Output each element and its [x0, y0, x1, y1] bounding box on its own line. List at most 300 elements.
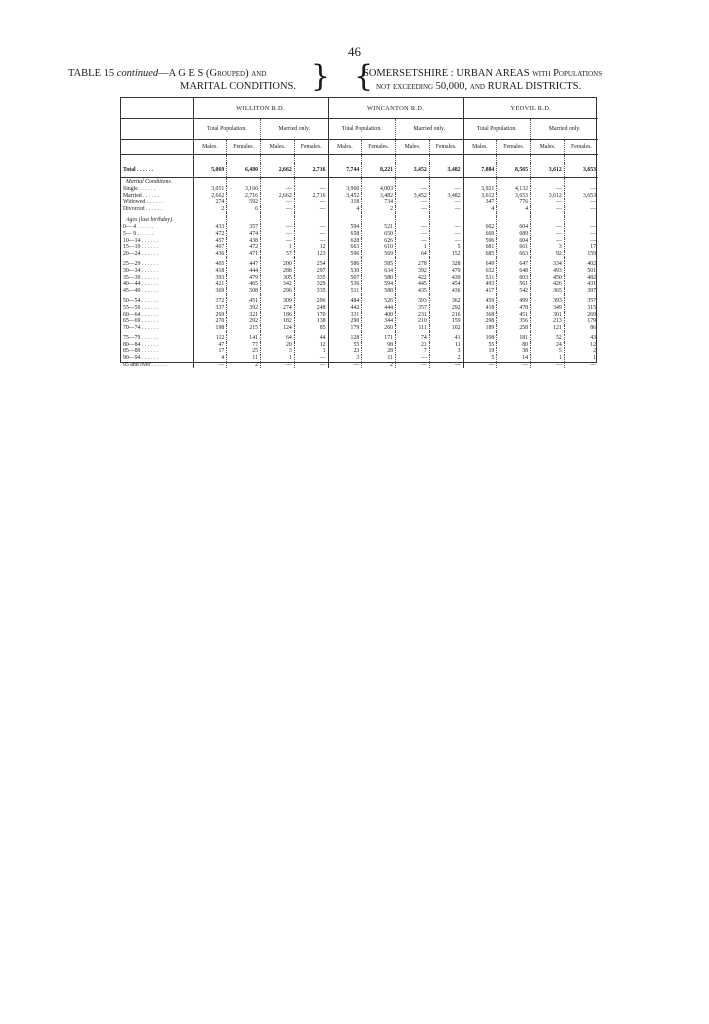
census-table: [121, 98, 598, 368]
table-cell: 2: [429, 355, 463, 362]
row-label: [121, 362, 193, 369]
table-cell: 511: [328, 288, 362, 295]
table-cell: —: [531, 199, 565, 206]
table-cell: 2: [362, 362, 396, 369]
table-cell: 585: [362, 261, 396, 268]
row-label: [121, 244, 193, 251]
brace-right-icon: }: [311, 59, 331, 94]
table-cell: 112: [193, 335, 227, 342]
sub-header: Males.: [463, 140, 497, 155]
table-cell: —: [396, 231, 430, 238]
stub-header: [121, 119, 193, 140]
continued-text: continued: [116, 68, 159, 79]
table-cell: 393: [193, 275, 227, 282]
row-label-text: 0— 4: [123, 224, 137, 231]
table-cell: 3: [531, 244, 565, 251]
sub-header: Males.: [193, 140, 227, 155]
table-cell: 11: [227, 355, 261, 362]
table-cell: 663: [497, 251, 531, 258]
table-cell: 685: [463, 251, 497, 258]
district-header: WINCANTON R.D.: [328, 98, 463, 119]
leader-dots: . . . . . .: [140, 355, 158, 362]
table-row: [121, 238, 598, 245]
table-cell: 141: [227, 335, 261, 342]
table-cell: 344: [362, 318, 396, 325]
table-cell: 7,744: [328, 163, 362, 178]
table-cell: 318: [328, 199, 362, 206]
table-cell: 11: [362, 355, 396, 362]
row-label-text: Divorced: [123, 205, 145, 212]
row-label: [121, 325, 193, 332]
table-cell: —: [294, 224, 328, 231]
row-label-text: 70—74: [123, 324, 141, 331]
table-cell: 92: [531, 251, 565, 258]
table-cell: 4: [328, 206, 362, 213]
table-cell: —: [531, 206, 565, 213]
ages-heading: [121, 216, 598, 224]
sub-header-row: [121, 140, 598, 155]
table-cell: 296: [294, 298, 328, 305]
table-cell: 2: [193, 206, 227, 213]
table-cell: 349: [531, 305, 565, 312]
table-cell: 436: [429, 288, 463, 295]
table-cell: 3,482: [362, 193, 396, 200]
table-cell: 301: [531, 312, 565, 319]
table-cell: 210: [396, 318, 430, 325]
table-cell: 12: [564, 342, 598, 349]
leader-dots: . . . . . .: [140, 267, 158, 274]
table-cell: 25: [227, 348, 261, 355]
table-cell: 418: [463, 305, 497, 312]
table-cell: 57: [261, 251, 295, 258]
table-row: [121, 305, 598, 312]
group-header: Married only.: [396, 119, 464, 140]
leader-dots: . . . . . .: [140, 244, 158, 251]
table-cell: 454: [429, 281, 463, 288]
leader-dots: . . . . . .: [136, 230, 154, 237]
with-populations-text: with Populations: [532, 68, 603, 79]
table-cell: 3,921: [463, 186, 497, 193]
row-label: [121, 186, 193, 193]
table-cell: 4,132: [497, 186, 531, 193]
table-cell: 248: [294, 305, 328, 312]
row-label-text: 95 and over: [123, 361, 151, 368]
ages-heading-label: Ages (last birthday).: [126, 217, 174, 224]
table-cell: 19: [463, 348, 497, 355]
sub-header: Females.: [564, 140, 598, 155]
row-label-text: Married: [123, 192, 142, 199]
table-cell: 3,452: [396, 193, 430, 200]
table-cell: —: [261, 206, 295, 213]
table-cell: 8,565: [497, 163, 531, 178]
row-label-text: 50—54: [123, 298, 141, 305]
table-row: [121, 335, 598, 342]
leader-dots: . . . . . .: [140, 318, 158, 325]
table-cell: 328: [429, 261, 463, 268]
and2-text: and: [469, 81, 485, 92]
table-cell: 450: [531, 275, 565, 282]
table-cell: 200: [261, 261, 295, 268]
table-cell: 356: [497, 318, 531, 325]
district-header: WILLITON R.D.: [193, 98, 328, 119]
table-cell: 661: [497, 244, 531, 251]
page-number: 46: [348, 44, 361, 59]
leader-dots: . . . . . .: [137, 186, 156, 192]
table-cell: 459: [463, 298, 497, 305]
table-row: [121, 312, 598, 319]
table-cell: 3: [328, 355, 362, 362]
table-cell: 260: [362, 325, 396, 332]
table-cell: 298: [463, 318, 497, 325]
table-cell: 368: [463, 312, 497, 319]
ages-text: —A G E S: [158, 68, 204, 79]
table-cell: —: [531, 186, 565, 193]
leader-dots: . . . . . .: [140, 261, 158, 268]
row-label: [121, 305, 193, 312]
leader-dots: . . . . . .: [140, 311, 158, 318]
table-cell: 493: [463, 281, 497, 288]
table-row: [121, 288, 598, 295]
leader-dots: . . . . . .: [140, 287, 158, 294]
table-cell: 2,662: [261, 163, 295, 178]
table-cell: 479: [227, 275, 261, 282]
table-cell: 5: [463, 355, 497, 362]
sub-header: Males.: [396, 140, 430, 155]
table-cell: 6,480: [227, 163, 261, 178]
table-cell: 335: [294, 288, 328, 295]
table-cell: 347: [463, 199, 497, 206]
table-cell: 288: [261, 268, 295, 275]
table-cell: 329: [294, 281, 328, 288]
table-cell: 580: [362, 275, 396, 282]
table-cell: —: [294, 231, 328, 238]
table-cell: 41: [429, 335, 463, 342]
table-cell: —: [564, 186, 598, 193]
row-label: [121, 298, 193, 305]
row-label-text: 35—39: [123, 274, 141, 281]
table-cell: 17: [564, 244, 598, 251]
table-row: [121, 355, 598, 362]
row-label-text: 85—89: [123, 348, 141, 355]
row-label: [121, 199, 193, 206]
table-cell: 536: [328, 281, 362, 288]
table-cell: —: [396, 186, 430, 193]
table-row: [121, 186, 598, 193]
row-label: [121, 251, 193, 258]
table-cell: 38: [497, 348, 531, 355]
table-cell: 421: [193, 281, 227, 288]
row-label: [121, 312, 193, 319]
stub-header: [121, 98, 193, 119]
table-cell: 20: [261, 342, 295, 349]
table-cell: 444: [362, 305, 396, 312]
leader-dots: . . . . . .: [140, 281, 158, 288]
table-cell: 17: [193, 348, 227, 355]
table-cell: —: [564, 206, 598, 213]
table-cell: 499: [497, 298, 531, 305]
table-cell: 472: [227, 244, 261, 251]
table-cell: —: [396, 224, 430, 231]
table-cell: 431: [564, 281, 598, 288]
table-cell: 258: [497, 325, 531, 332]
table-cell: 270: [193, 318, 227, 325]
marital-heading-label: Marital Conditions.: [126, 179, 173, 185]
table-cell: 596: [463, 238, 497, 245]
table-cell: 47: [193, 342, 227, 349]
table-cell: 309: [261, 298, 295, 305]
table-row: [121, 224, 598, 231]
table-cell: 55: [463, 342, 497, 349]
table-cell: 292: [227, 318, 261, 325]
table-row: [121, 275, 598, 282]
table-cell: 170: [294, 312, 328, 319]
table-cell: 451: [497, 312, 531, 319]
row-label-text: Total: [123, 167, 136, 173]
table-cell: 436: [193, 251, 227, 258]
table-cell: —: [396, 206, 430, 213]
table-cell: 392: [227, 305, 261, 312]
table-cell: 121: [531, 325, 565, 332]
table-cell: —: [261, 362, 295, 369]
table-cell: 369: [193, 288, 227, 295]
table-cell: —: [429, 224, 463, 231]
table-cell: 689: [497, 231, 531, 238]
table-cell: —: [531, 224, 565, 231]
table-cell: 8,221: [362, 163, 396, 178]
table-cell: 603: [497, 275, 531, 282]
table-cell: 397: [564, 288, 598, 295]
table-cell: 5: [531, 348, 565, 355]
row-label: [121, 281, 193, 288]
row-label-text: 20—24: [123, 250, 141, 257]
table-cell: 296: [261, 288, 295, 295]
table-cell: 648: [497, 268, 531, 275]
table-cell: 159: [564, 251, 598, 258]
table-cell: 342: [261, 281, 295, 288]
table-cell: —: [429, 186, 463, 193]
table-cell: 482: [564, 275, 598, 282]
table-cell: 439: [429, 275, 463, 282]
table-cell: 602: [463, 224, 497, 231]
table-row: [121, 199, 598, 206]
table-cell: —: [564, 199, 598, 206]
table-cell: 444: [227, 268, 261, 275]
table-cell: 521: [362, 224, 396, 231]
table-cell: 451: [227, 298, 261, 305]
table-cell: 337: [193, 305, 227, 312]
table-cell: 331: [328, 312, 362, 319]
table-cell: 3,051: [193, 186, 227, 193]
leader-dots: . . . . . .: [140, 250, 158, 257]
table-cell: 604: [497, 224, 531, 231]
table-cell: 438: [227, 238, 261, 245]
table-cell: 52: [531, 335, 565, 342]
table-cell: 231: [396, 312, 430, 319]
group-header: Total Population.: [463, 119, 531, 140]
table-cell: 64: [261, 335, 295, 342]
table-cell: 85: [294, 325, 328, 332]
table-cell: 4,003: [362, 186, 396, 193]
table-cell: 3,452: [328, 193, 362, 200]
table-cell: 610: [362, 244, 396, 251]
table-cell: 74: [396, 335, 430, 342]
row-label: [121, 355, 193, 362]
table-cell: 4: [193, 355, 227, 362]
table-cell: —: [531, 231, 565, 238]
table-row: [121, 342, 598, 349]
leader-dots: . . . . . .: [144, 205, 162, 212]
table-cell: 269: [564, 312, 598, 319]
table-cell: —: [294, 355, 328, 362]
row-label: [121, 268, 193, 275]
table-row: [121, 231, 598, 238]
group-header-row: [121, 119, 598, 140]
row-label: [121, 275, 193, 282]
group-header: Married only.: [261, 119, 329, 140]
table-cell: 44: [294, 335, 328, 342]
table-cell: —: [429, 206, 463, 213]
table-cell: —: [193, 362, 227, 369]
group-header: Total Population.: [328, 119, 396, 140]
table-cell: 278: [396, 261, 430, 268]
table-cell: 3,612: [531, 193, 565, 200]
table-cell: 393: [531, 298, 565, 305]
table-cell: —: [429, 231, 463, 238]
brace-left-icon: {: [354, 59, 374, 94]
table-cell: 422: [396, 275, 430, 282]
table-cell: 417: [463, 288, 497, 295]
table-cell: 123: [294, 251, 328, 258]
table-cell: 11: [429, 342, 463, 349]
row-label: [121, 238, 193, 245]
row-label-text: 40—44: [123, 281, 141, 288]
table-cell: 433: [193, 224, 227, 231]
table-cell: —: [429, 238, 463, 245]
table-cell: 80: [497, 342, 531, 349]
table-cell: 1: [564, 355, 598, 362]
table-cell: 305: [261, 275, 295, 282]
stub-header: [121, 140, 193, 155]
row-label: [121, 342, 193, 349]
table-cell: 445: [396, 281, 430, 288]
sub-header: Males.: [328, 140, 362, 155]
table-cell: 632: [463, 268, 497, 275]
row-label-text: 55—59: [123, 304, 141, 311]
table-row: [121, 251, 598, 258]
table-cell: 649: [463, 261, 497, 268]
table-cell: 447: [227, 261, 261, 268]
table-cell: 594: [362, 281, 396, 288]
table-cell: 588: [362, 288, 396, 295]
table-title-right-line2: [376, 80, 581, 93]
leader-dots: . . . . . .: [140, 298, 158, 305]
table-cell: 465: [193, 261, 227, 268]
table-cell: 159: [429, 318, 463, 325]
table-cell: 292: [429, 305, 463, 312]
table-cell: 592: [227, 199, 261, 206]
table-cell: —: [429, 199, 463, 206]
table-cell: 365: [531, 288, 565, 295]
table-cell: 392: [396, 268, 430, 275]
table-cell: 372: [193, 298, 227, 305]
table-row: [121, 281, 598, 288]
table-body: [121, 155, 598, 369]
not-exceeding-text: not exceeding 50,000,: [376, 81, 468, 92]
table-cell: 465: [227, 281, 261, 288]
table-cell: 111: [396, 325, 430, 332]
sub-header: Males.: [261, 140, 295, 155]
and-text: and: [251, 68, 267, 79]
table-cell: 393: [396, 298, 430, 305]
table-cell: 28: [362, 348, 396, 355]
sub-header: Females.: [227, 140, 261, 155]
leader-dots: . . . . . .: [140, 335, 158, 342]
table-cell: 3,166: [227, 186, 261, 193]
table-cell: 2,716: [294, 193, 328, 200]
table-cell: —: [396, 362, 430, 369]
table-cell: 12: [294, 342, 328, 349]
table-row: [121, 268, 598, 275]
row-label-text: Single: [123, 186, 138, 192]
table-cell: 658: [328, 231, 362, 238]
table-cell: 426: [531, 281, 565, 288]
table-cell: 182: [261, 318, 295, 325]
leader-dots: . . . . . .: [140, 341, 158, 348]
table-cell: —: [261, 199, 295, 206]
table-row: [121, 261, 598, 268]
table-row: [121, 298, 598, 305]
table-label: TABLE 15: [68, 68, 115, 79]
row-label-text: 75—79: [123, 335, 141, 342]
table-cell: 586: [328, 261, 362, 268]
table-cell: 179: [328, 325, 362, 332]
table-cell: 472: [193, 231, 227, 238]
table-cell: 198: [193, 325, 227, 332]
table-cell: 501: [564, 268, 598, 275]
table-cell: 596: [328, 251, 362, 258]
row-label: [121, 348, 193, 355]
table-cell: —: [531, 362, 565, 369]
row-label-text: 60—64: [123, 311, 141, 318]
table-cell: 634: [362, 268, 396, 275]
table-cell: 542: [497, 288, 531, 295]
table-cell: 442: [328, 305, 362, 312]
table-cell: 128: [328, 335, 362, 342]
table-row: [121, 348, 598, 355]
table-cell: 14: [497, 355, 531, 362]
table-cell: 213: [531, 318, 565, 325]
census-table-frame: [120, 97, 597, 368]
row-label-text: 5— 9: [123, 230, 137, 237]
row-label: [121, 224, 193, 231]
grouped-text: (Grouped): [206, 68, 249, 79]
leader-dots: . . . . . .: [145, 199, 163, 206]
leader-dots: . . . . . .: [140, 304, 158, 311]
table-cell: 290: [328, 318, 362, 325]
table-cell: —: [261, 231, 295, 238]
table-cell: 5: [429, 244, 463, 251]
table-row: [121, 325, 598, 332]
table-cell: 569: [362, 251, 396, 258]
table-cell: —: [564, 231, 598, 238]
table-row: [121, 163, 598, 178]
table-cell: 478: [497, 305, 531, 312]
rural-text: RURAL DISTRICTS.: [487, 81, 582, 92]
table-cell: 77: [227, 342, 261, 349]
row-label: [121, 261, 193, 268]
table-cell: 604: [497, 238, 531, 245]
leader-dots: . . . . . .: [141, 192, 160, 199]
